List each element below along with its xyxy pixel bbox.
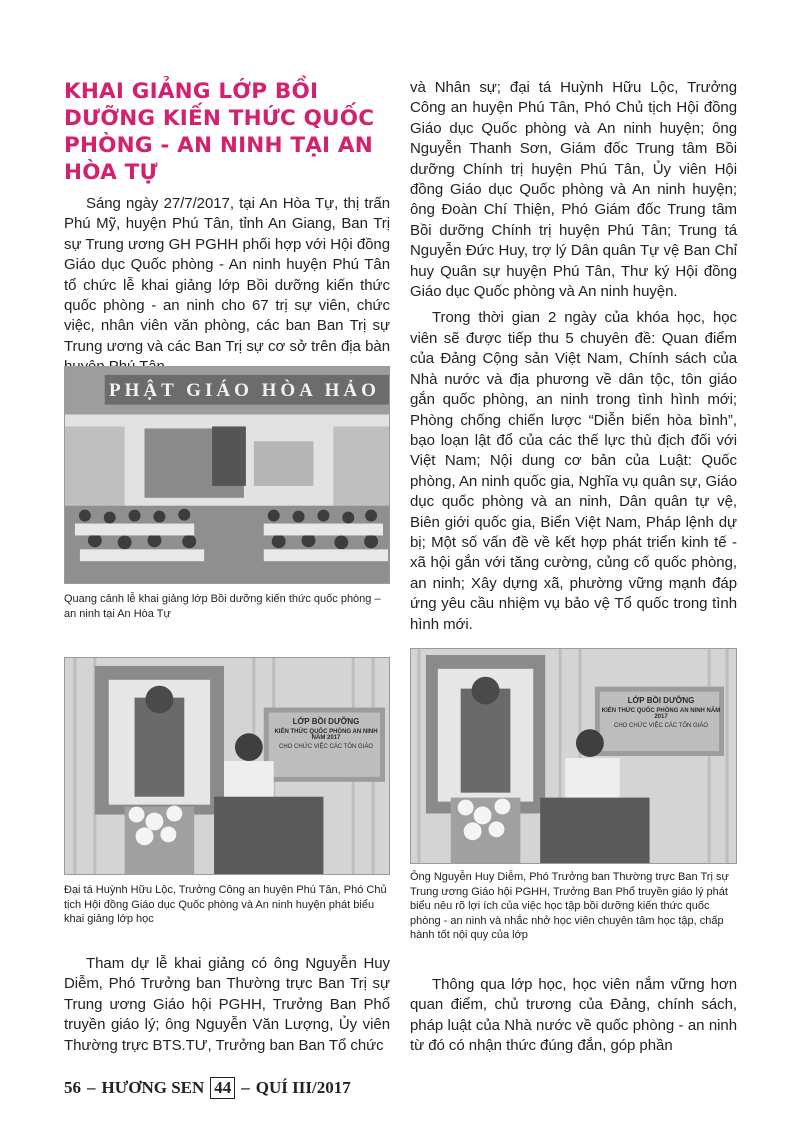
speaker2-photo-image [411,649,736,863]
speaker1-screen-line1: LỚP BỒI DƯỠNG [292,717,360,726]
speaker1-screen-line3: CHO CHỨC VIỆC CÁC TÔN GIÁO [278,744,374,750]
left-column [64,78,390,378]
speaker1-photo [64,657,390,875]
hall-photo-caption: Quang cảnh lễ khai giảng lớp Bồi dưỡng kiến thức quốc phòng – an ninh tại An Hòa Tự [64,593,381,620]
speaker2-photo [410,648,737,864]
course-paragraph: Trong thời gian 2 ngày của khóa học, học viên sẽ được tiếp thu 5 chuyên đề: Quan điểm của Đảng Cộng sản Việt Nam, Chính sách của Nhà nước và địa phương về dân tộc, tôn giáo gắn quốc phòng, an ninh trong tình hình mới; Phòng chống chiến lược “Diễn biến hòa bình”, bạo loạn lật đổ của các thế lực thù địch đối với Việt Nam; Nội dung cơ bản của Luật: Quốc phòng, An ninh quốc gia, Nghĩa vụ quân sự, Giáo dục quốc phòng và an ninh, Dân quân tự vệ, Biên giới quốc gia, Biển Việt Nam, Pháp lệnh dự bị; Một số vấn đề về kết hợp phát triển kinh tế - xã hội gắn với tăng cường, củng cố quốc phòng, an ninh; Xây dựng xã, phường vững mạnh đáp ứng yêu cầu nhiệm vụ bảo vệ Tổ quốc trong tình hình mới. [410,309,737,633]
hall-photo [64,366,390,584]
speaker2-photo-caption: Ông Nguyễn Huy Diễm, Phó Trưởng ban Thường trực Ban Trị sự Trung ương Giáo hội PGHH, Trưởng Ban Phổ truyền giáo lý phát biểu nêu rõ lợi ích của việc học tập bồi dưỡng kiến thức quốc phòng - an ninh và nhắc nhở học viên chuyên tâm học tập, chấp hành tốt nội quy của lớp [410,871,729,941]
speaker2-screen-line2: KIẾN THỨC QUỐC PHÒNG AN NINH NĂM 2017 [601,708,721,720]
right-column [410,78,737,635]
issue-quarter: QUÍ III/2017 [255,1078,351,1097]
speaker2-screen [601,692,721,752]
speaker2-screen-line3: CHO CHỨC VIỆC CÁC TÔN GIÁO [613,723,709,729]
speaker1-photo-caption: Đại tá Huỳnh Hữu Lộc, Trưởng Công an huyện Phú Tân, Phó Chủ tịch Hội đồng Giáo dục Quốc phòng và An ninh huyện phát biểu khai giảng lớp học [64,884,387,925]
article-title: KHAI GIẢNG LỚP BỒI DƯỠNG KIẾN THỨC QUỐC PHÒNG - AN NINH TẠI AN HÒA TỰ [64,79,375,185]
conclusion-paragraph: Thông qua lớp học, học viên nắm vững hơn quan điểm, chủ trương của Đảng, chính sách, pháp luật của Nhà nước về quốc phòng - an ninh từ đó có nhận thức đúng đắn, góp phần [410,976,737,1055]
speaker1-screen [270,713,382,778]
magazine-name: HƯƠNG SEN [101,1078,205,1097]
footer-dash-1: – [87,1078,96,1097]
hall-banner-text: PHẬT GIÁO HÒA HẢO [109,380,380,401]
attendees-paragraph-start: Tham dự lễ khai giảng có ông Nguyễn Huy Diễm, Phó Trưởng ban Thường trực Ban Trị sự Trung ương Giáo hội PGHH, Trưởng Ban Phổ truyền giáo lý; ông Nguyễn Văn Lượng, Ủy viên Thường trực BTS.TƯ, Trưởng ban Ban Tổ chức [64,955,390,1054]
attendees-paragraph-continued: và Nhân sự; đại tá Huỳnh Hữu Lộc, Trưởng Công an huyện Phú Tân, Phó Chủ tịch Hội đồng Giáo dục Quốc phòng và An ninh huyện; ông Nguyễn Thanh Sơn, Giám đốc Trung tâm Bồi dưỡng Chính trị huyện Phú Tân, Ủy viên Hội đồng Giáo dục Quốc phòng và An ninh huyện; ông Đoàn Chí Thiện, Phó Giám đốc Trung tâm Bồi dưỡng Chính trị huyện Phú Tân; Trung tá Nguyễn Đức Huy, trợ lý Dân quân Tự vệ Ban Chỉ huy Quân sự huyện Phú Tân, Thư ký Hội đồng Giáo dục Quốc phòng và An ninh huyện. [410,79,737,301]
page-footer [64,1077,351,1099]
intro-paragraph: Sáng ngày 27/7/2017, tại An Hòa Tự, thị trấn Phú Mỹ, huyện Phú Tân, tỉnh An Giang, Ban Trị sự Trung ương GH PGHH phối hợp với Hội đồng Giáo dục Quốc phòng - An ninh huyện Phú Tân tổ chức lễ khai giảng lớp Bồi dưỡng kiến thức quốc phòng - an ninh cho 67 trị sự viên, chức việc, nhân viên văn phòng, các ban Ban Trị sự Trung ương và các Ban Trị sự cơ sở trên địa bàn [64,195,390,355]
speaker1-screen-line2: KIẾN THỨC QUỐC PHÒNG AN NINH NĂM 2017 [274,729,378,741]
footer-dash-2: – [241,1078,250,1097]
issue-number: 44 [210,1077,235,1099]
page-number: 56 [64,1078,81,1097]
speaker2-screen-line1: LỚP BỒI DƯỠNG [627,696,695,705]
